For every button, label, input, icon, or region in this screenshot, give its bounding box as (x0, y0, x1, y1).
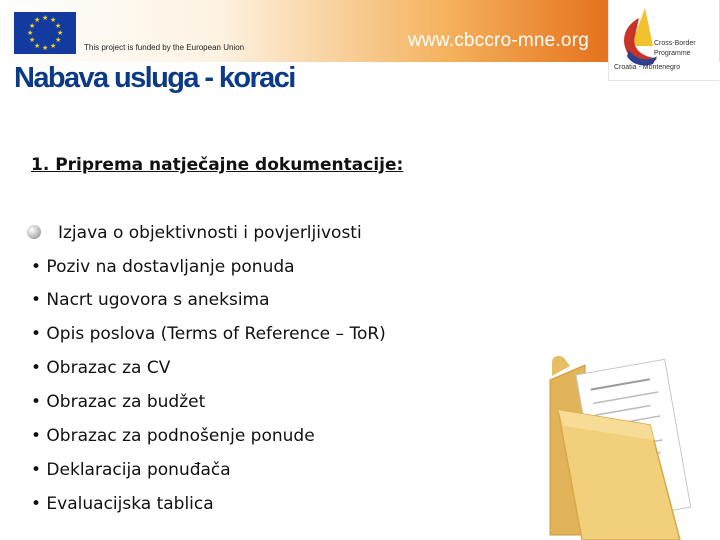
list-item: • Obrazac za budžet (31, 392, 206, 412)
programme-logo-line: Cross-Border (654, 40, 696, 47)
site-url[interactable]: www.cbccro-mne.org (408, 30, 589, 51)
section-heading: 1. Priprema natječajne dokumentacije: (31, 155, 404, 175)
eu-flag-icon: ★ ★ ★ ★ ★ ★ ★ ★ ★ ★ ★ ★ (14, 12, 76, 54)
list-item: • Opis poslova (Terms of Reference – ToR) (31, 324, 386, 344)
programme-logo-line: Croatia - Montenegro (614, 64, 681, 71)
eu-funding-text: This project is funded by the European Union (84, 43, 245, 52)
slide-title: Nabava usluga - koraci (14, 62, 295, 94)
list-item: Izjava o objektivnosti i povjerljivosti (58, 223, 362, 243)
list-item: • Evaluacijska tablica (31, 494, 214, 514)
programme-logo-line: Programme (654, 50, 691, 57)
folder-icon (530, 340, 710, 540)
list-item: • Obrazac za CV (31, 358, 171, 378)
list-item: • Nacrt ugovora s aneksima (31, 290, 270, 310)
sphere-bullet-icon (27, 225, 41, 239)
list-item: • Obrazac za podnošenje ponude (31, 426, 315, 446)
list-item: • Deklaracija ponuđača (31, 460, 231, 480)
list-item: • Poziv na dostavljanje ponuda (31, 257, 295, 277)
